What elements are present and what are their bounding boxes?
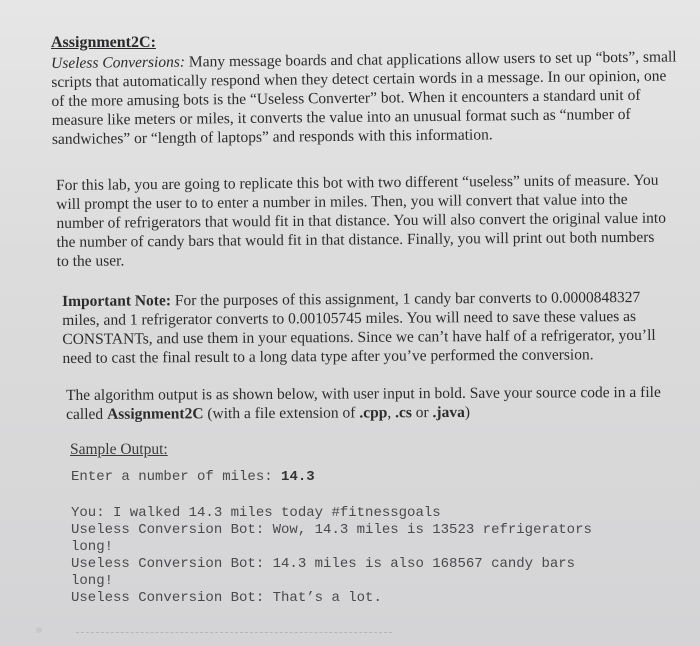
output-prompt: Enter a number of miles: [71, 469, 282, 485]
separator-comma: , [387, 404, 396, 422]
lab-description-paragraph [56, 171, 669, 271]
separator-or: or [411, 404, 433, 422]
algorithm-output-paragraph [66, 383, 666, 424]
lab-description-text: For this lab, you are going to replicate this bot with two different “useless” units of measure. You will prompt the user to to enter a number in miles. Then, you will convert that value into the number of refrigerators that would fit in that distance. You will also convert the original value into the number of candy bars that would fit in that distance. Finally, you will print out both numbers to the user. [56, 171, 666, 270]
algorithm-text-a: The algorithm output is as shown below, with user input in bold. Save your source code in a file called [66, 383, 661, 423]
output-line: Useless Conversion Bot: Wow, 14.3 miles is 13523 refrigerators [71, 522, 592, 538]
intro-paragraph [51, 47, 682, 149]
output-line: You: I walked 14.3 miles today #fitnessgoals [71, 505, 441, 521]
sample-output-heading: Sample Output: [70, 441, 168, 458]
output-line: Useless Conversion Bot: 14.3 miles is also 168567 candy bars [71, 556, 576, 572]
algorithm-text-c: ) [464, 403, 471, 421]
intro-label: Useless Conversions: [51, 53, 186, 72]
paper-smudge [36, 627, 42, 633]
output-line: Useless Conversion Bot: That’s a lot. [71, 590, 382, 606]
dashed-divider [76, 632, 392, 633]
extension-cs: .cs [395, 404, 412, 422]
output-user-input: 14.3 [281, 469, 315, 485]
assignment-title: Assignment2C: [51, 34, 156, 51]
extension-java: .java [432, 403, 465, 422]
important-note-label: Important Note: [62, 292, 172, 310]
intro-text: Many message boards and chat applications allow users to set up “bots”, small scripts that automatically respond when they detect certain words in a message. In our opinion, one of the more amusing bots is the “Useless Converter” bot. When it encounters a standard unit of measure like meters or miles, it converts the value into an unusual format such as “number of sandwiches” or “length of laptops” and responds with this information. [51, 48, 677, 148]
output-prompt-line [71, 469, 315, 487]
output-line: long! [71, 573, 114, 589]
output-line: long! [71, 539, 114, 555]
important-note-paragraph [62, 288, 663, 368]
algorithm-text-b: (with a file extension of [203, 404, 360, 423]
filename: Assignment2C [106, 405, 204, 423]
important-note-text: For the purposes of this assignment, 1 candy bar converts to 0.0000848327 miles, and 1 refrigerator converts to 0.00105745 miles. You will need to save these values as CONSTANTs, and use them in your equations. Since we can’t have half of a refrigerator, you’ll need to cast the final result to a long data type after you’ve performed the conversion. [62, 288, 656, 367]
extension-cpp: .cpp [359, 404, 388, 422]
